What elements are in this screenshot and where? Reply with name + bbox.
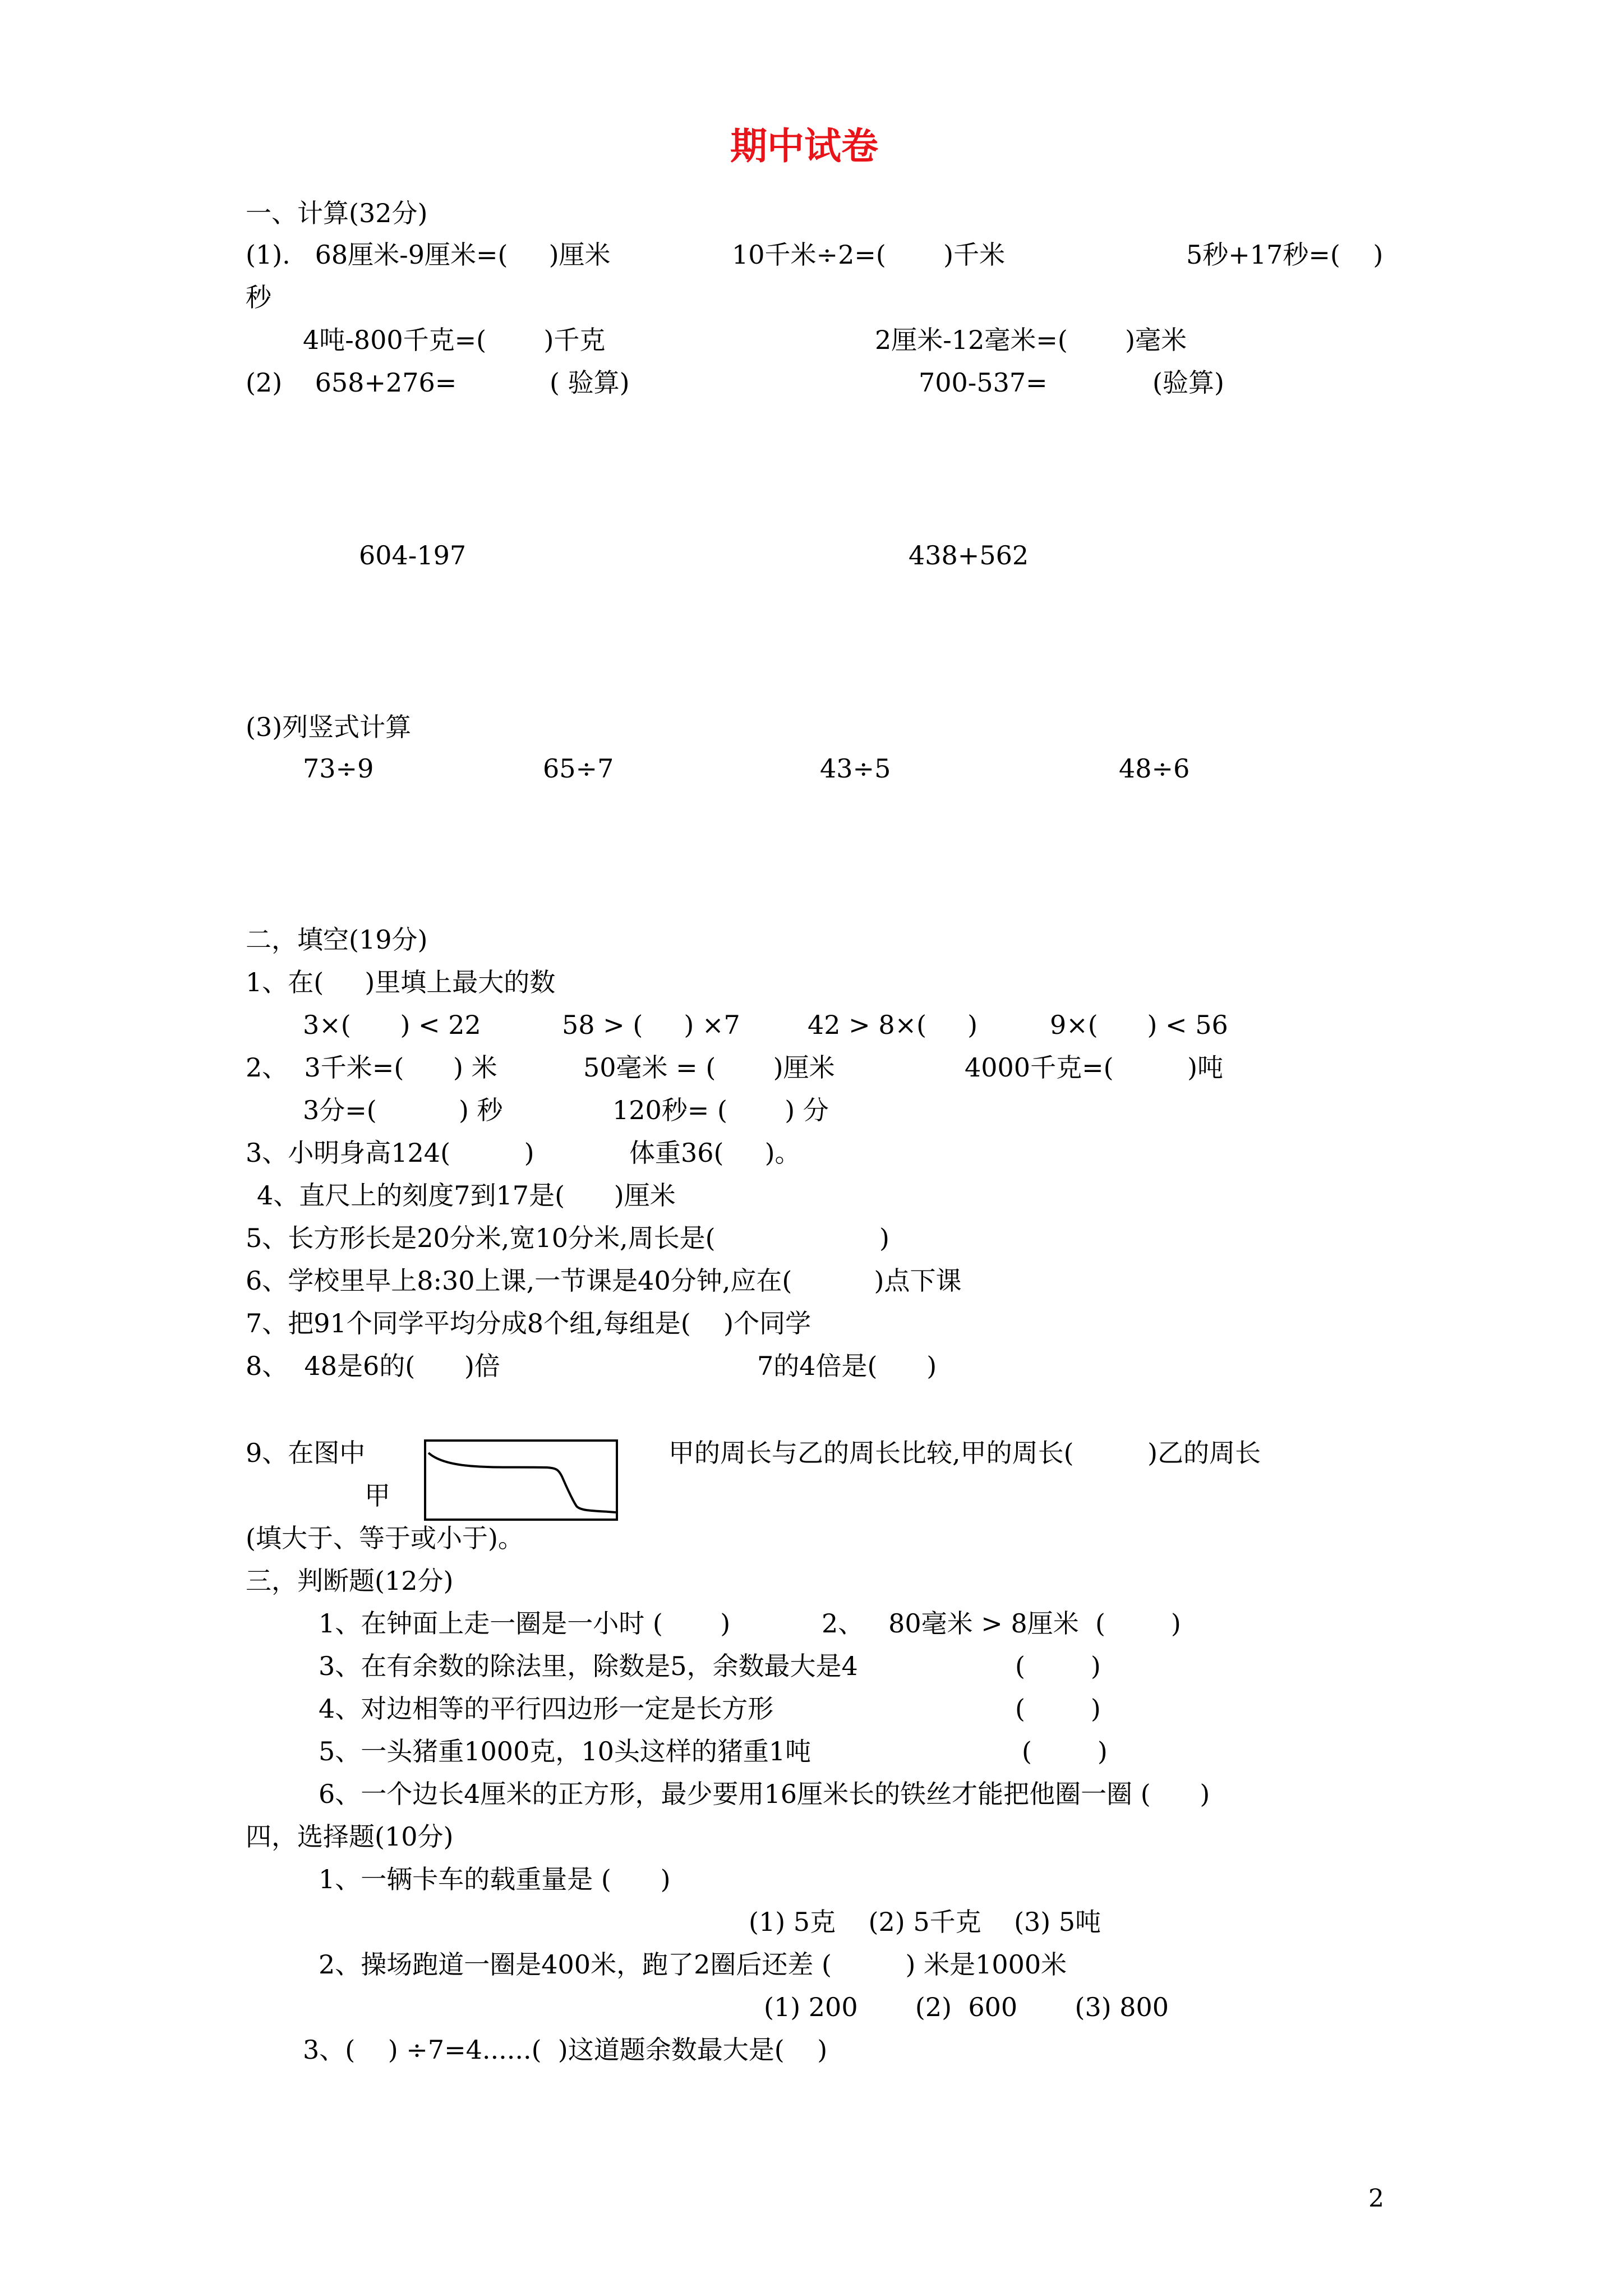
perimeter-figure bbox=[424, 1439, 618, 1521]
judge-3: 3、在有余数的除法里，除数是5，余数最大是4 bbox=[319, 1651, 858, 1681]
judge-3-blank: ( ) bbox=[1015, 1651, 1101, 1681]
fill-q2e: 120秒= ( ) 分 bbox=[612, 1095, 829, 1125]
verify-label-1: ( 验算) bbox=[550, 367, 630, 398]
choice-1-options: (1) 5克 (2) 5千克 (3) 5吨 bbox=[749, 1907, 1101, 1937]
division-65-7: 65÷7 bbox=[543, 753, 614, 784]
question-1-2b: 2厘米-12毫米=( )毫米 bbox=[875, 325, 1187, 355]
fill-q2a: 2、 3千米=( ) 米 bbox=[246, 1052, 497, 1083]
verify-label-2: (验算) bbox=[1152, 367, 1224, 398]
fill-q1a: 3×( ) < 22 bbox=[303, 1010, 481, 1040]
fill-q1: 1、在( )里填上最大的数 bbox=[246, 967, 556, 997]
fill-q9d: (填大于、等于或小于)。 bbox=[246, 1523, 524, 1553]
judge-1: 1、在钟面上走一圈是一小时 ( ) bbox=[319, 1608, 731, 1639]
question-1-1d: 秒 bbox=[246, 282, 271, 312]
section-1-heading: 一、计算(32分) bbox=[246, 198, 428, 228]
fill-q2c: 4000千克=( )吨 bbox=[965, 1052, 1224, 1083]
fill-q8a: 8、 48是6的( )倍 bbox=[246, 1351, 500, 1381]
judge-5: 5、一头猪重1000克，10头这样的猪重1吨 bbox=[319, 1736, 811, 1766]
division-43-5: 43÷5 bbox=[820, 753, 891, 784]
fill-q3b: 体重36( )。 bbox=[629, 1138, 801, 1168]
question-1-1b: 10千米÷2=( )千米 bbox=[732, 240, 1006, 270]
question-1-1c: 5秒+17秒=( ) bbox=[1186, 240, 1384, 270]
fill-q4: 4、直尺上的刻度7到17是( )厘米 bbox=[257, 1180, 676, 1211]
question-1-2a: 4吨-800千克=( )千克 bbox=[303, 325, 606, 355]
division-48-6: 48÷6 bbox=[1119, 753, 1190, 784]
fill-q6: 6、学校里早上8:30上课,一节课是40分钟,应在( )点下课 bbox=[246, 1266, 962, 1296]
calc-700-537: 700-537= bbox=[919, 367, 1048, 398]
fill-q1c: 42 > 8×( ) bbox=[808, 1010, 978, 1040]
question-1-1a: (1). 68厘米-9厘米=( )厘米 bbox=[246, 240, 611, 270]
calc-604-197: 604-197 bbox=[359, 540, 467, 570]
page-title: 期中试卷 bbox=[730, 124, 878, 168]
fill-q2b: 50毫米 = ( )厘米 bbox=[583, 1052, 835, 1083]
fill-q7: 7、把91个同学平均分成8个组,每组是( )个同学 bbox=[246, 1308, 811, 1338]
choice-3: 3、( ) ÷7=4......( )这道题余数最大是( ) bbox=[303, 2035, 828, 2065]
judge-4-blank: ( ) bbox=[1015, 1694, 1101, 1724]
judge-4: 4、对边相等的平行四边形一定是长方形 bbox=[319, 1694, 774, 1724]
section-4-heading: 四，选择题(10分) bbox=[246, 1821, 454, 1852]
figure-label-jia: 甲 bbox=[365, 1480, 390, 1511]
fill-q5: 5、长方形长是20分米,宽10分米,周长是( ) bbox=[246, 1223, 889, 1253]
page-number: 2 bbox=[1368, 2184, 1384, 2213]
fill-q9c: 甲的周长与乙的周长比较,甲的周长( )乙的周长 bbox=[668, 1438, 1261, 1468]
judge-2: 2、 80毫米 > 8厘米 ( ) bbox=[822, 1608, 1181, 1639]
section-3-heading: 三，判断题(12分) bbox=[246, 1566, 454, 1596]
division-73-9: 73÷9 bbox=[303, 753, 374, 784]
vertical-calc-heading: (3)列竖式计算 bbox=[246, 712, 412, 742]
choice-1: 1、一辆卡车的载重量是 ( ) bbox=[319, 1864, 671, 1894]
fill-q2d: 3分=( ) 秒 bbox=[303, 1095, 503, 1125]
fill-q8b: 7的4倍是( ) bbox=[757, 1351, 937, 1381]
judge-5-blank: ( ) bbox=[1022, 1736, 1108, 1766]
fill-q1b: 58 > ( ) ×7 bbox=[562, 1010, 740, 1040]
choice-2: 2、操场跑道一圈是400米，跑了2圈后还差 ( ) 米是1000米 bbox=[319, 1949, 1067, 1980]
calc-438-562: 438+562 bbox=[909, 540, 1029, 570]
choice-2-options: (1) 200 (2) 600 (3) 800 bbox=[764, 1992, 1169, 2022]
calc-658-276: (2) 658+276= bbox=[246, 367, 457, 398]
fill-q1d: 9×( ) < 56 bbox=[1050, 1010, 1228, 1040]
judge-6: 6、一个边长4厘米的正方形，最少要用16厘米长的铁丝才能把他圈一圈 ( ) bbox=[319, 1779, 1210, 1809]
fill-q9a: 9、在图中 bbox=[246, 1438, 366, 1468]
fill-q3a: 3、小明身高124( ) bbox=[246, 1138, 534, 1168]
section-2-heading: 二，填空(19分) bbox=[246, 924, 428, 955]
